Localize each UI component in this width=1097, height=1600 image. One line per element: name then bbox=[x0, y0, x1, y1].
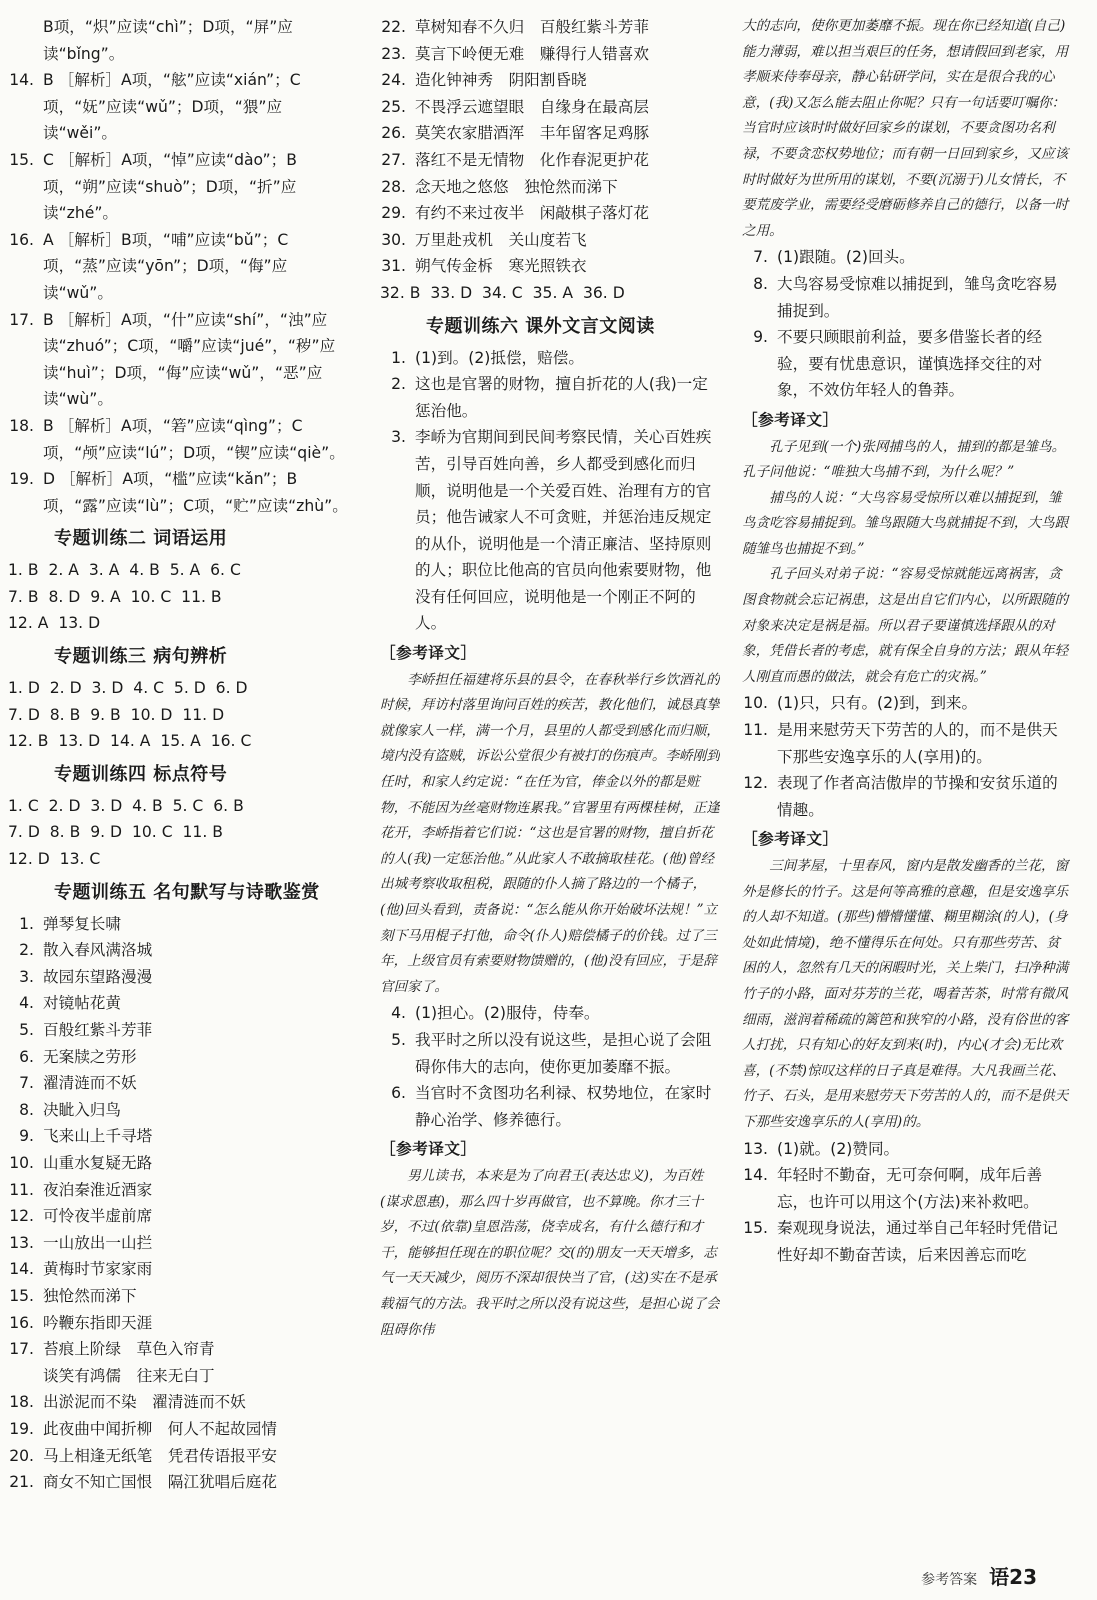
answer-number: 3. bbox=[19, 967, 34, 986]
answer-item bbox=[8, 1150, 356, 1177]
answer-number: 1. bbox=[391, 348, 406, 367]
answer-item bbox=[8, 67, 356, 147]
answer-number: 19. bbox=[9, 470, 34, 489]
answer-text: 此夜曲中闻折柳 何人不起故园情 bbox=[43, 1419, 277, 1438]
answer-text: 苔痕上阶绿 草色入帘青 bbox=[43, 1340, 215, 1359]
answer-number: 8. bbox=[753, 274, 768, 293]
answer-text: 山重水复疑无路 bbox=[43, 1153, 153, 1172]
answer-item bbox=[8, 307, 356, 413]
choice-answers-row: 7. B 8. D 9. A 10. C 11. B bbox=[8, 587, 222, 606]
answer-continuation: 谈笑有鸿儒 往来无白丁 bbox=[43, 1366, 215, 1385]
choice-answers-row: 1. C 2. D 3. D 4. B 5. C 6. B bbox=[8, 796, 244, 815]
answer-number: 30. bbox=[381, 230, 406, 249]
choice-answers-row: 1. B 2. A 3. A 4. B 5. A 6. C bbox=[8, 561, 241, 580]
answer-item bbox=[8, 911, 356, 938]
answer-number: 16. bbox=[9, 230, 34, 249]
answer-item bbox=[8, 1310, 356, 1337]
answer-number: 1. bbox=[19, 914, 34, 933]
answer-text: C ［解析］A项，“悼”应读“dào”；B项，“朔”应读“shuò”；D项，“折”应读“zhé”。 bbox=[43, 150, 297, 223]
answer-item bbox=[8, 1389, 356, 1416]
section-heading: 专题训练二 词语运用 bbox=[54, 528, 228, 550]
answer-text: 表现了作者高洁傲岸的节操和安贫乐道的情趣。 bbox=[777, 774, 1058, 819]
answer-text: 一山放出一山拦 bbox=[43, 1233, 153, 1252]
answer-text: 夜泊秦淮近酒家 bbox=[43, 1180, 153, 1199]
answer-item bbox=[8, 1336, 356, 1363]
section-heading: 专题训练六 课外文言文阅读 bbox=[426, 315, 655, 337]
answer-item bbox=[8, 1123, 356, 1150]
translation-heading-label: ［参考译文］ bbox=[380, 644, 477, 663]
answer-number: 10. bbox=[9, 1153, 34, 1172]
answer-text: 朔气传金柝 寒光照铁衣 bbox=[415, 257, 587, 276]
answer-text: 散入春风满洛城 bbox=[43, 941, 153, 960]
answer-text: 弹琴复长啸 bbox=[43, 914, 121, 933]
answer-text: (1)只，只有。(2)到，到来。 bbox=[777, 694, 978, 713]
answer-item bbox=[380, 200, 720, 227]
translation-paragraph: 孔子见到(一个)张网捕鸟的人，捕到的都是雏鸟。孔子问他说：“唯独大鸟捕不到，为什么呢？” bbox=[742, 438, 1066, 481]
translation-paragraph: 男儿读书，本来是为了向君王(表达忠义)，为百姓(谋求恩惠)，那么四十岁再做官，也不算晚。你才三十岁，不过(依靠)皇恩浩荡，侥幸成名，有什么德行和才干，能够担任现在的职位呢？交(的)朋友一天天增多，志气一天天减少，阅历不深却很快当了官，(这)实在不是承载福气的方法。我平时之所以没有说这些，是担心说了会阻碍你伟 bbox=[380, 1167, 720, 1338]
answer-text: 万里赴戎机 关山度若飞 bbox=[415, 230, 587, 249]
answer-number: 4. bbox=[391, 1004, 406, 1023]
column-middle bbox=[380, 14, 720, 1552]
answer-item bbox=[8, 990, 356, 1017]
answer-text: (1)到。(2)抵偿，赔偿。 bbox=[415, 348, 584, 367]
answer-item bbox=[8, 964, 356, 991]
answer-item bbox=[742, 271, 1072, 324]
answer-number: 11. bbox=[743, 721, 768, 740]
answer-item bbox=[742, 1162, 1072, 1215]
answer-number: 22. bbox=[381, 18, 406, 36]
answer-item bbox=[380, 67, 720, 94]
answer-item bbox=[380, 1000, 720, 1027]
answer-item bbox=[8, 1097, 356, 1124]
answer-text: 不要只顾眼前利益，要多借鉴长者的经验，要有忧患意识，谨慎选择交往的对象，不效仿年轻人的鲁莽。 bbox=[777, 328, 1043, 400]
choice-answers-row: 7. D 8. B 9. D 10. C 11. B bbox=[8, 823, 223, 842]
answer-item bbox=[380, 14, 720, 41]
answer-item bbox=[8, 1283, 356, 1310]
answer-number: 5. bbox=[19, 1021, 34, 1039]
answer-number: 13. bbox=[9, 1233, 34, 1252]
answer-item bbox=[380, 253, 720, 280]
answer-item bbox=[8, 937, 356, 964]
answer-item bbox=[380, 371, 720, 424]
answer-item bbox=[8, 1469, 356, 1496]
answer-item bbox=[8, 14, 356, 67]
answer-text: (1)就。(2)赞同。 bbox=[777, 1139, 900, 1158]
answer-number: 21. bbox=[9, 1473, 34, 1492]
answer-number: 4. bbox=[19, 994, 34, 1013]
answer-number: 6. bbox=[391, 1084, 406, 1103]
translation-heading-label: ［参考译文］ bbox=[380, 1140, 477, 1159]
answer-number: 24. bbox=[381, 71, 406, 90]
answer-item bbox=[8, 1443, 356, 1470]
choice-answers-row: 1. D 2. D 3. D 4. C 5. D 6. D bbox=[8, 679, 248, 698]
choice-answers-row: 32. B 33. D 34. C 35. A 36. D bbox=[380, 283, 625, 302]
answer-text: 大鸟容易受惊难以捕捉到，雏鸟贪吃容易捕捉到。 bbox=[777, 274, 1058, 320]
answer-text: 李峤为官期间到民间考察民情，关心百姓疾苦，引导百姓向善，乡人都受到感化而归顺，说明他是一个关爱百姓、治理有方的官员；他告诫家人不可贪赃，并惩治违反规定的从仆，说明他是一个清正廉洁、坚持原则的人；职位比他高的官员向他索要财物，他没有任何回应，说明他是一个刚正不阿的人。 bbox=[415, 428, 712, 633]
answer-text: 故园东望路漫漫 bbox=[43, 967, 153, 986]
answer-number: 2. bbox=[391, 375, 406, 394]
answer-number: 29. bbox=[381, 204, 406, 223]
answer-number: 17. bbox=[9, 310, 34, 329]
answer-text: (1)担心。(2)服侍，侍奉。 bbox=[415, 1004, 600, 1023]
answer-item bbox=[380, 1027, 720, 1080]
answer-text: 可怜夜半虚前席 bbox=[43, 1207, 153, 1226]
answer-item bbox=[8, 1256, 356, 1283]
choice-answers-row: 12. D 13. C bbox=[8, 850, 101, 869]
answer-number: 12. bbox=[743, 774, 768, 793]
page-footer bbox=[921, 1561, 1037, 1590]
translation-paragraph: 捕鸟的人说：“大鸟容易受惊所以难以捕捉到，雏鸟贪吃容易捕捉到。雏鸟跟随大鸟就捕捉不到，大鸟跟随雏鸟也捕捉不到。” bbox=[742, 489, 1069, 557]
answer-item bbox=[742, 690, 1072, 717]
translation-paragraph: 孔子回头对弟子说：“容易受惊就能远离祸害，贪图食物就会忘记祸患，这是出自它们内心，以所跟随的对象来决定是祸是福。所以君子要谨慎选择跟从的对象，凭借长者的考虑，就有保全自身的方法；跟从年轻人刚直而愚的做法，就会有危亡的灾祸。” bbox=[742, 566, 1069, 685]
answer-number: 18. bbox=[9, 416, 34, 435]
answer-number: 12. bbox=[9, 1207, 34, 1226]
answer-item bbox=[380, 345, 720, 372]
answer-text: A ［解析］B项，“哺”应读“bǔ”；C项，“蒸”应读“yōn”；D项，“侮”应读“wǔ”。 bbox=[43, 230, 289, 302]
answer-number: 16. bbox=[9, 1313, 34, 1332]
answer-number: 14. bbox=[743, 1166, 768, 1185]
answer-item bbox=[380, 174, 720, 201]
answer-text: D ［解析］A项，“槛”应读“kǎn”；B项，“露”应读“lù”；C项，“贮”应读“zhù”。 bbox=[43, 470, 348, 515]
answer-number: 3. bbox=[391, 428, 406, 447]
answer-number: 17. bbox=[9, 1340, 34, 1359]
answer-item bbox=[8, 1017, 356, 1044]
answer-number: 19. bbox=[9, 1419, 34, 1438]
answer-item bbox=[380, 227, 720, 254]
answer-item bbox=[742, 244, 1072, 271]
answer-text: 商女不知亡国恨 隔江犹唱后庭花 bbox=[43, 1473, 277, 1492]
translation-heading bbox=[380, 1136, 720, 1163]
answer-item bbox=[380, 94, 720, 121]
answer-text: 有约不来过夜半 闲敲棋子落灯花 bbox=[415, 204, 649, 223]
answer-text: 濯清涟而不妖 bbox=[43, 1074, 137, 1093]
answer-number: 26. bbox=[381, 124, 406, 143]
answer-text: 是用来慰劳天下劳苦的人的，而不是供天下那些安逸享乐的人(享用)的。 bbox=[777, 721, 1058, 766]
answer-text: 这也是官署的财物，擅自折花的人(我)一定惩治他。 bbox=[415, 375, 708, 420]
answer-number: 28. bbox=[381, 177, 406, 196]
answer-item bbox=[742, 1215, 1072, 1268]
translation-paragraph: 三间茅屋，十里春风，窗内是散发幽香的兰花，窗外是修长的竹子。这是何等高雅的意趣，但是安逸享乐的人却不知道。(那些)懵懵懂懂、糊里糊涂(的人)，(身处如此情境)，绝不懂得乐在何处。只有那些劳苦、贫困的人，忽然有几天的闲暇时光，关上柴门，扫净种满竹子的小路，面对芬芳的兰花，喝着苦茶，时常有微风细雨，滋润着稀疏的篱笆和狭窄的小路，没有俗世的客人打扰，只有知心的好友到来(时)，内心(才会)无比欢喜，(不禁)惊叹这样的日子真是难得。大凡我画兰花、竹子、石头，是用来慰劳天下劳苦的人的，而不是供天下那些安逸享乐的人(享用)的。 bbox=[742, 858, 1069, 1130]
choice-answers-row: 12. A 13. D bbox=[8, 614, 101, 633]
answer-item bbox=[8, 1044, 356, 1071]
section-heading: 专题训练五 名句默写与诗歌鉴赏 bbox=[54, 881, 320, 903]
answer-number: 15. bbox=[9, 1286, 34, 1305]
answer-text: 决眦入归鸟 bbox=[43, 1100, 121, 1119]
answer-number: 2. bbox=[19, 941, 34, 960]
answer-item bbox=[380, 424, 720, 637]
translation-paragraph: 李峤担任福建将乐县的县令，在春秋举行乡饮酒礼的时候，拜访村落里询问百姓的疾苦，教化他们，诚恳真挚就像家人一样，满一个月，县里的人都受到感化而归顺，境内没有盗贼，诉讼公堂很少有被打的伤痕声。李峤刚到任时，和家人约定说：“在任为官，俸金以外的都是赃物，不能因为丝毫财物连累我。”官署里有两棵桂树，正逢花开，李峤指着它们说：“这也是官署的财物，擅自折花的人(我)一定惩治他。”从此家人不敢摘取桂花。(他)曾经出城考察收取租税，跟随的仆人摘了路边的一个橘子，(他)回头看到，责备说：“怎么能从你开始破坏法规！”立刻下马用棍子打他，命令(仆人)赔偿橘子的价钱。过了三年，上级官员有索要财物馈赠的，(他)没有回应，于是辞官回家了。 bbox=[380, 671, 720, 995]
page-number: 语23 bbox=[989, 1565, 1037, 1589]
answer-item bbox=[8, 1230, 356, 1257]
answer-text: 我平时之所以没有说这些，是担心说了会阻碍你伟大的志向，使你更加萎靡不振。 bbox=[415, 1030, 712, 1076]
answer-number: 18. bbox=[9, 1393, 34, 1412]
answer-number: 10. bbox=[743, 694, 768, 713]
answer-item bbox=[8, 1416, 356, 1443]
answer-item bbox=[8, 147, 356, 227]
translation-paragraph-continued: 大的志向，使你更加萎靡不振。现在你已经知道(自己)能力薄弱，难以担当艰巨的任务，想请假回到老家，用孝顺来侍奉母亲，静心钻研学问，实在是很合我的心意，(我)又怎么能去阻止你呢？只有一句话要叮嘱你：当官时应该时时做好回家乡的谋划，不要贪图功名利禄，不要贪恋权势地位；而有朝一日回到家乡，又应该时时做好为世所用的谋划，不要(沉溺于)儿女情长，不要荒废学业，需要经受磨砺修养自己的德行，以备一时之用。 bbox=[742, 18, 1069, 239]
answer-item bbox=[8, 227, 356, 307]
answer-text: 无案牍之劳形 bbox=[43, 1047, 137, 1066]
answer-number: 15. bbox=[743, 1219, 768, 1238]
answer-number: 13. bbox=[743, 1139, 768, 1158]
answer-item bbox=[8, 413, 356, 466]
answer-text: 出淤泥而不染 濯清涟而不妖 bbox=[43, 1393, 246, 1412]
translation-heading bbox=[742, 407, 1072, 434]
translation-heading-label: ［参考译文］ bbox=[742, 830, 839, 849]
answer-item bbox=[8, 1177, 356, 1204]
translation-heading bbox=[742, 826, 1072, 853]
answer-text: 落红不是无情物 化作春泥更护花 bbox=[415, 150, 649, 169]
answer-text: B ［解析］A项，“箬”应读“qìng”；C项，“颅”应读“lú”；D项，“锲”应读“qiè”。 bbox=[43, 416, 345, 462]
section-heading: 专题训练三 病句辨析 bbox=[54, 646, 228, 668]
answer-text: 黄梅时节家家雨 bbox=[43, 1260, 153, 1279]
answer-text: 吟鞭东指即天涯 bbox=[43, 1313, 153, 1332]
answer-item bbox=[380, 147, 720, 174]
answer-text: 莫言下岭便无难 赚得行人错喜欢 bbox=[415, 44, 649, 63]
answer-number: 11. bbox=[9, 1180, 34, 1199]
choice-answers-row: 12. B 13. D 14. A 15. A 16. C bbox=[8, 732, 252, 751]
answer-item bbox=[742, 717, 1072, 770]
answer-item bbox=[380, 1080, 720, 1133]
answer-number: 6. bbox=[19, 1047, 34, 1066]
footer-label: 参考答案 bbox=[921, 1572, 978, 1588]
answer-text: 莫笑农家腊酒浑 丰年留客足鸡豚 bbox=[415, 124, 649, 143]
answer-number: 25. bbox=[381, 97, 406, 116]
answer-text: (1)跟随。(2)回头。 bbox=[777, 248, 915, 267]
answer-text: 造化钟神秀 阴阳割昏晓 bbox=[415, 71, 587, 90]
answer-text: 当官时不贪图功名利禄、权势地位，在家时静心治学、修养德行。 bbox=[415, 1084, 712, 1129]
answer-number: 20. bbox=[9, 1446, 34, 1465]
answer-number: 8. bbox=[19, 1100, 34, 1119]
answer-text: B ［解析］A项，“什”应读“shí”，“浊”应读“zhuó”；C项，“嚼”应读“jué”，“秽”应读“huì”；D项，“侮”应读“wǔ”，“恶”应读“wù”。 bbox=[43, 310, 336, 409]
column-left bbox=[8, 14, 356, 1552]
answer-text: 飞来山上千寻塔 bbox=[43, 1127, 153, 1146]
answer-number: 9. bbox=[19, 1127, 34, 1146]
answer-number: 5. bbox=[391, 1030, 406, 1049]
choice-answers-row: 7. D 8. B 9. B 10. D 11. D bbox=[8, 705, 225, 724]
answer-text: 年轻时不勤奋，无可奈何啊，成年后善忘，也许可以用这个(方法)来补救吧。 bbox=[777, 1166, 1043, 1211]
answer-item bbox=[8, 466, 356, 519]
answer-number: 15. bbox=[9, 150, 34, 169]
answer-number: 23. bbox=[381, 44, 406, 63]
answer-item bbox=[742, 770, 1072, 823]
answer-number: 7. bbox=[19, 1074, 34, 1093]
answer-text: 对镜帖花黄 bbox=[43, 994, 121, 1013]
answer-number: 9. bbox=[753, 328, 768, 347]
answer-text: B项，“炽”应读“chì”；D项，“屏”应读“bǐng”。 bbox=[43, 18, 293, 63]
translation-heading-label: ［参考译文］ bbox=[742, 410, 839, 429]
answer-number: 27. bbox=[381, 150, 406, 169]
answer-number: 7. bbox=[753, 248, 768, 267]
section-heading: 专题训练四 标点符号 bbox=[54, 763, 228, 785]
answer-text: 百般红紫斗芳菲 bbox=[43, 1021, 153, 1039]
answer-item bbox=[8, 1070, 356, 1097]
answer-text: 马上相逢无纸笔 凭君传语报平安 bbox=[43, 1446, 277, 1465]
answer-text: 秦观现身说法，通过举自己年轻时凭借记性好却不勤奋苦读，后来因善忘而吃 bbox=[777, 1219, 1058, 1264]
answer-item bbox=[8, 1203, 356, 1230]
answer-text: B ［解析］A项，“舷”应读“xián”；C项，“妩”应读“wǔ”；D项，“猥”应读“wěi”。 bbox=[43, 71, 301, 143]
answer-text: 草树知春不久归 百般红紫斗芳菲 bbox=[415, 18, 649, 36]
answer-number: 14. bbox=[9, 1260, 34, 1279]
answer-number: 31. bbox=[381, 257, 406, 276]
answer-item bbox=[742, 324, 1072, 404]
translation-heading bbox=[380, 640, 720, 667]
answer-text: 独怆然而涕下 bbox=[43, 1286, 137, 1305]
answer-number: 14. bbox=[9, 71, 34, 90]
answer-text: 不畏浮云遮望眼 自缘身在最高层 bbox=[415, 97, 649, 116]
answer-item bbox=[380, 41, 720, 68]
answer-text: 念天地之悠悠 独怆然而涕下 bbox=[415, 177, 618, 196]
answer-item bbox=[380, 120, 720, 147]
column-right bbox=[742, 14, 1072, 1552]
answer-item bbox=[742, 1136, 1072, 1163]
